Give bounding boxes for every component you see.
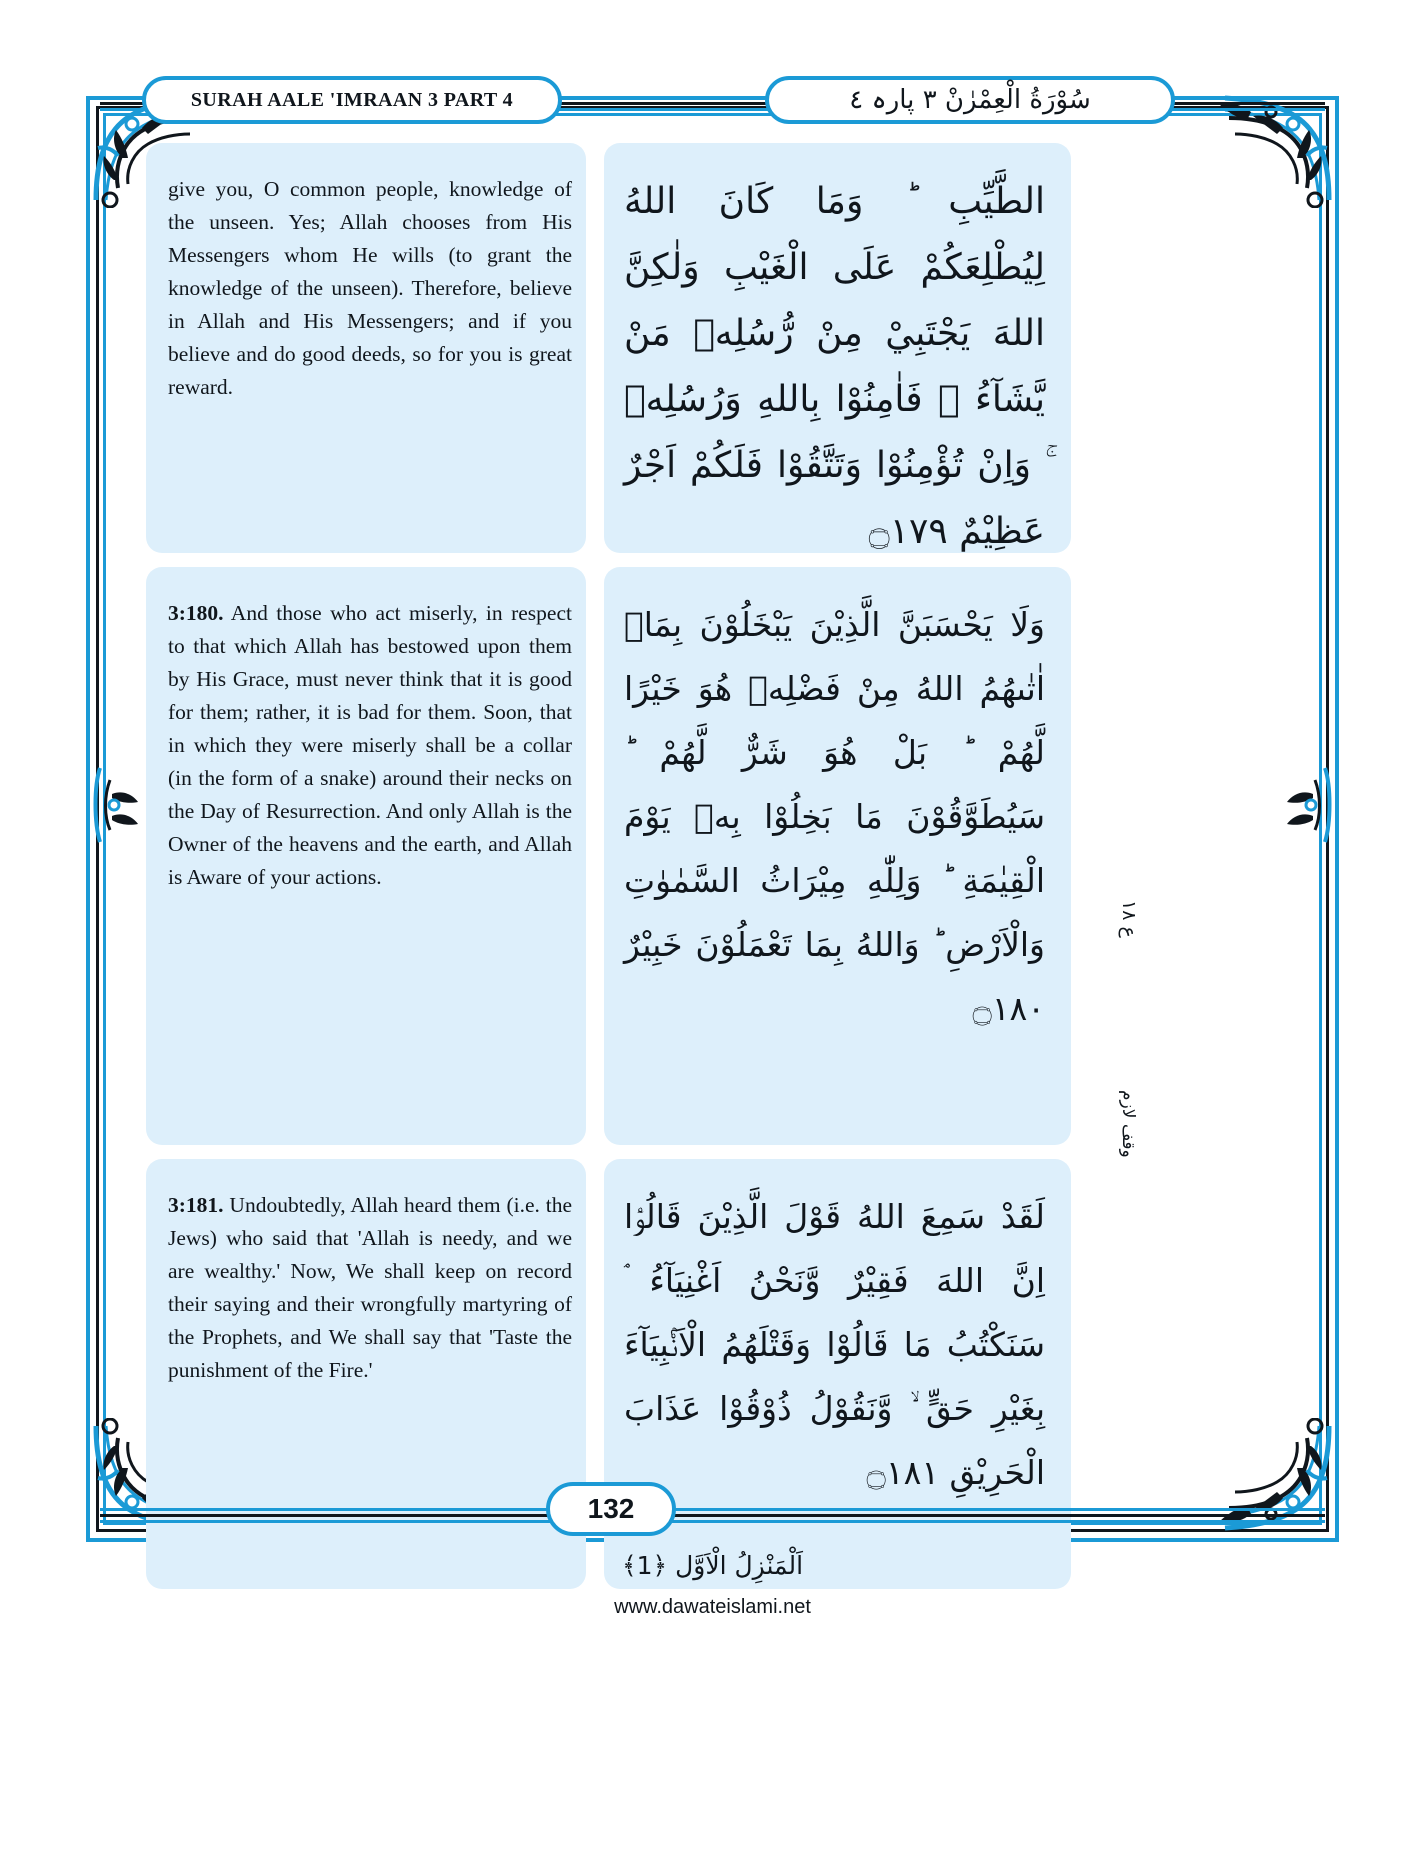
footer-rule-top	[100, 1508, 1325, 1511]
translation-text	[168, 597, 572, 894]
side-ornament-icon	[88, 760, 148, 850]
surah-title-english-pill	[142, 76, 562, 124]
arabic-text: لَقَدْ سَمِعَ اللهُ قَوْلَ الَّذِيْنَ قَالُوْۤا اِنَّ اللهَ فَقِيْرٌ وَّنَحْنُ اَغْنِيَآءُ ۘ سَنَكْتُبُ مَا قَالُوْا وَقَتْلَهُمُ الْاَنْۢبِيَآءَ بِغَيْرِ حَقٍّ ۙ وَّنَقُوْلُ ذُوْقُوْا عَذَابَ الْحَرِيْقِ ۝١٨١	[624, 1197, 1045, 1492]
translation-panel	[146, 143, 586, 553]
verse-number-label: 3:181.	[168, 1193, 224, 1217]
manzil-label: اَلْمَنْزِلُ الْاَوَّل ﴿1﴾	[621, 1551, 804, 1580]
translation-body: give you, O common people, knowledge of the unseen. Yes; Allah chooses from His Messengers whom He wills (to grant the knowledge of the unseen). Therefore, believe in Allah and His Messengers; and if you believe and do good deeds, so for you is great reward.	[168, 177, 572, 399]
translation-text	[168, 173, 572, 404]
translation-body: Undoubtedly, Allah heard them (i.e. the Jews) who said that 'Allah is needy, and we are wealthy.' Now, We shall keep on record their saying and their wrongfully martyring of the Prophets, and We shall say that 'Taste the punishment of the Fire.'	[168, 1193, 572, 1382]
translation-text	[168, 1189, 572, 1387]
arabic-text: الطَّيِّبِ ؕ وَمَا كَانَ اللهُ لِيُطْلِعَكُمْ عَلَى الْغَيْبِ وَلٰكِنَّ اللهَ يَجْتَبِيْ مِنْ رُّسُلِهٖ مَنْ يَّشَآءُ ۪ فَاٰمِنُوْا بِاللهِ وَرُسُلِهٖ ۚ وَاِنْ تُؤْمِنُوْا وَتَتَّقُوْا فَلَكُمْ اَجْرٌ عَظِيْمٌ ۝١٧٩	[624, 181, 1045, 552]
arabic-panel	[604, 567, 1071, 1145]
arabic-text: وَلَا يَحْسَبَنَّ الَّذِيْنَ يَبْخَلُوْنَ بِمَاۤ اٰتٰىهُمُ اللهُ مِنْ فَضْلِهٖ هُوَ خَيْرًا لَّهُمْ ؕ بَلْ هُوَ شَرٌّ لَّهُمْ ؕ سَيُطَوَّقُوْنَ مَا بَخِلُوْا بِهٖ يَوْمَ الْقِيٰمَةِ ؕ وَلِلّٰهِ مِيْرَاثُ السَّمٰوٰتِ وَالْاَرْضِ ؕ وَاللهُ بِمَا تَعْمَلُوْنَ خَبِيْرٌ ۝١٨٠	[624, 605, 1045, 1028]
arabic-panel	[604, 143, 1071, 553]
translation-body: And those who act miserly, in respect to that which Allah has bestowed upon them by His Grace, must never think that it is good for them; rather, it is bad for them. Soon, that in which they were miserly shall be a collar (in the form of a snake) around their necks on the Day of Resurrection. And only Allah is the Owner of the heavens and the earth, and Allah is Aware of your actions.	[168, 601, 572, 889]
surah-title-arabic-pill	[765, 76, 1175, 124]
ruku-marker: ع ١٨	[1118, 900, 1140, 938]
verse-row	[146, 567, 1071, 1145]
side-ornament-icon	[1277, 760, 1337, 850]
translation-panel	[146, 567, 586, 1145]
surah-title-english: SURAH AALE 'IMRAAN 3 PART 4	[190, 88, 514, 111]
footer-rule-bottom	[100, 1520, 1325, 1523]
website-label: www.dawateislami.net	[614, 1596, 811, 1618]
verse-row	[146, 143, 1071, 553]
verse-number-label: 3:180.	[168, 601, 224, 625]
waqf-marker: وقف لازم	[1118, 1090, 1138, 1158]
page-number: 132	[587, 1493, 635, 1524]
page-number-pill	[546, 1482, 676, 1536]
surah-title-arabic: سُوْرَةُ الْعِمْرٰنْ ٣ پارہ ٤	[849, 85, 1091, 115]
footer-rule-middle	[100, 1514, 1325, 1517]
page-footer	[100, 1494, 1325, 1534]
verse-grid	[146, 143, 1071, 1492]
